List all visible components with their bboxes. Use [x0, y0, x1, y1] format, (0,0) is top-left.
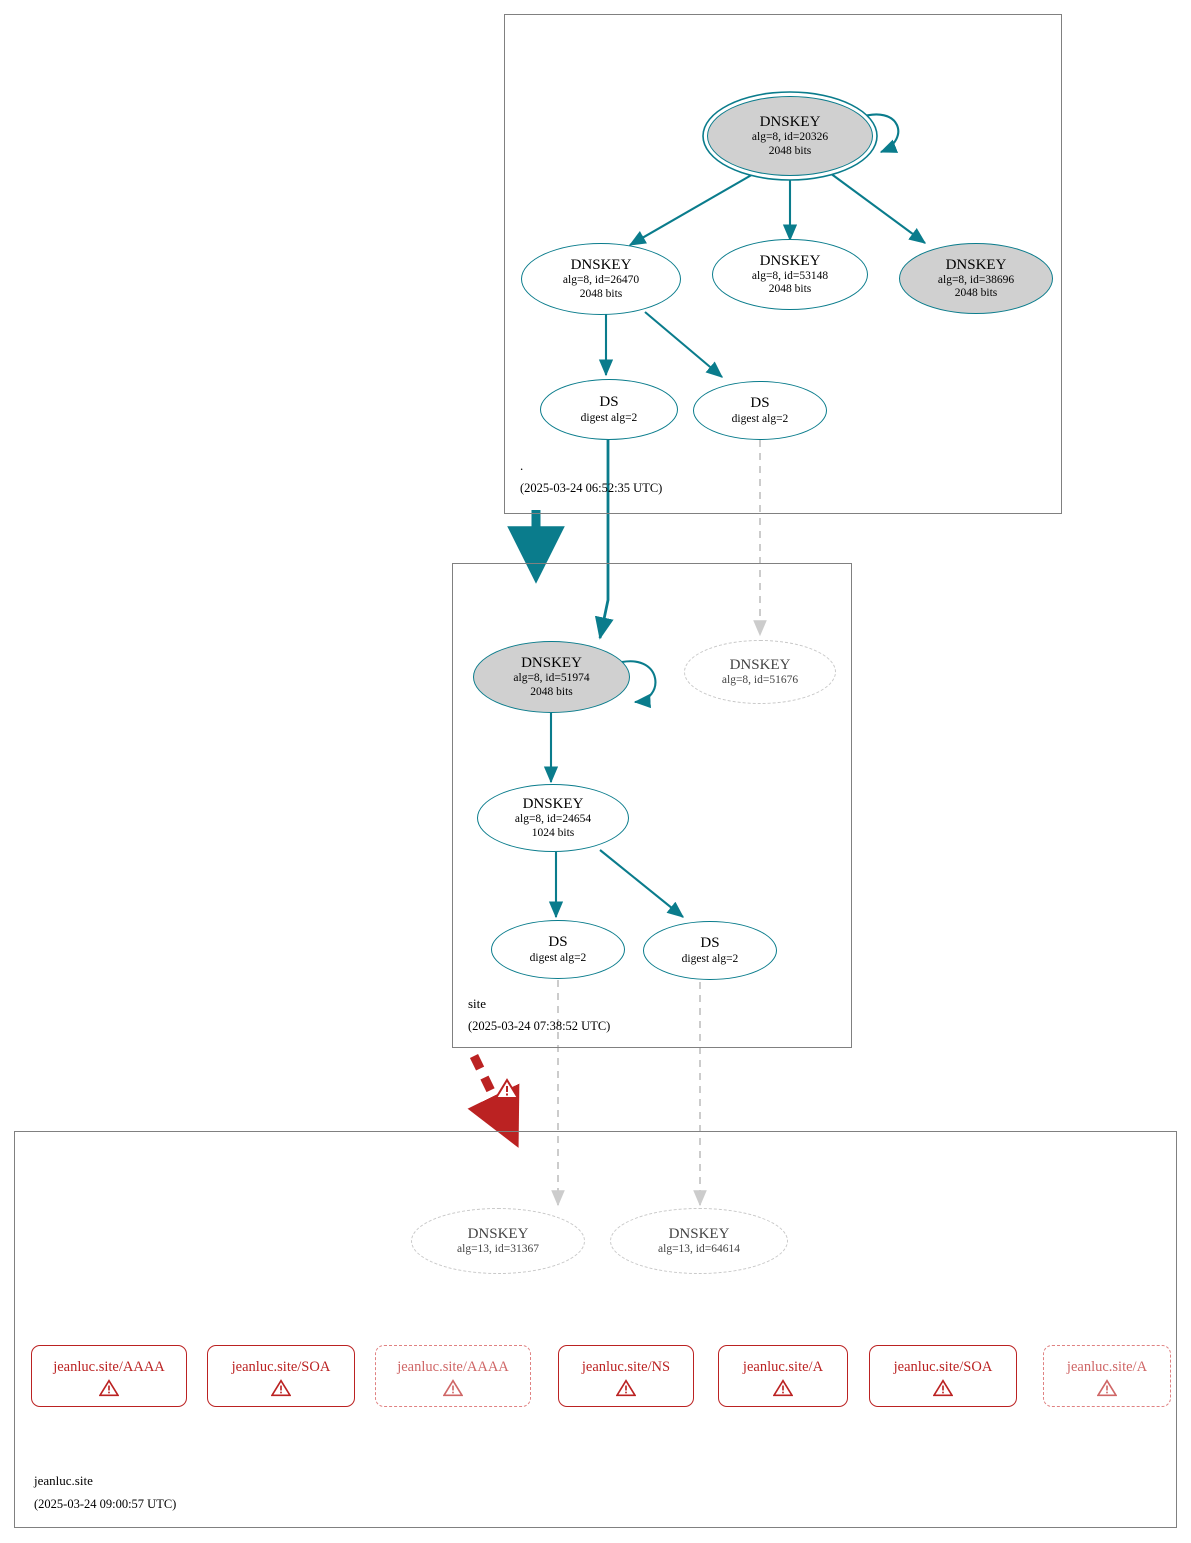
node-type-label: DNSKEY — [729, 656, 791, 673]
node-keysize-label: 2048 bits — [530, 685, 573, 698]
node-type-label: DNSKEY — [759, 114, 821, 131]
node-type-label: DS — [700, 935, 720, 952]
zone-timestamp-root: (2025-03-24 06:52:35 UTC) — [520, 481, 663, 495]
warning-triangle-icon — [495, 1078, 517, 1098]
node-dnskey-51676[interactable] — [684, 640, 836, 704]
node-alg-id-label: alg=8, id=51676 — [721, 674, 799, 687]
rrset-label: jeanluc.site/AAAA — [397, 1359, 509, 1375]
zone-label-root: . — [520, 458, 524, 473]
node-digest-label: digest alg=2 — [580, 411, 638, 424]
zone-timestamp-jeanluc: (2025-03-24 09:00:57 UTC) — [34, 1497, 177, 1511]
node-type-label: DNSKEY — [522, 796, 584, 813]
node-type-label: DNSKEY — [570, 257, 632, 274]
node-digest-label: digest alg=2 — [681, 952, 739, 965]
node-ds-root-2[interactable] — [693, 381, 827, 440]
rrset-label: jeanluc.site/A — [742, 1359, 824, 1375]
rrset-jeanluc-site-soa-2[interactable] — [869, 1345, 1017, 1407]
node-dnskey-53148[interactable] — [712, 239, 868, 310]
node-alg-id-label: alg=8, id=51974 — [513, 672, 590, 685]
node-type-label: DNSKEY — [759, 252, 821, 269]
node-keysize-label: 2048 bits — [579, 287, 623, 300]
zone-timestamp-site: (2025-03-24 07:38:52 UTC) — [468, 1019, 611, 1033]
node-alg-id-label: alg=8, id=20326 — [751, 131, 829, 144]
node-ds-site-1[interactable] — [491, 920, 625, 979]
rrset-jeanluc-site-ns[interactable] — [558, 1345, 694, 1407]
node-type-label: DNSKEY — [668, 1225, 730, 1242]
node-dnskey-38696[interactable] — [899, 243, 1053, 314]
rrset-jeanluc-site-a-2[interactable] — [1043, 1345, 1171, 1407]
node-digest-label: digest alg=2 — [731, 412, 789, 425]
zone-label-site: site — [468, 996, 487, 1011]
rrset-label: jeanluc.site/AAAA — [53, 1359, 165, 1375]
node-alg-id-label: alg=8, id=38696 — [937, 273, 1015, 286]
node-keysize-label: 2048 bits — [954, 287, 998, 300]
node-type-label: DS — [750, 395, 770, 412]
node-dnskey-64614[interactable] — [610, 1208, 788, 1274]
node-type-label: DNSKEY — [467, 1225, 529, 1242]
node-alg-id-label: alg=8, id=26470 — [562, 274, 640, 287]
warning-triangle-icon — [616, 1379, 636, 1397]
rrset-label: jeanluc.site/SOA — [893, 1359, 993, 1375]
rrset-label: jeanluc.site/NS — [581, 1359, 671, 1375]
rrset-jeanluc-site-a-1[interactable] — [718, 1345, 848, 1407]
node-type-label: DNSKEY — [521, 655, 582, 672]
zone-label-jeanluc: jeanluc.site — [34, 1473, 93, 1488]
node-alg-id-label: alg=13, id=64614 — [658, 1243, 740, 1256]
warning-triangle-icon — [443, 1379, 463, 1397]
node-ds-site-2[interactable] — [643, 921, 777, 980]
node-dnskey-51974[interactable] — [473, 641, 630, 713]
node-dnskey-26470[interactable] — [521, 243, 681, 315]
node-keysize-label: 1024 bits — [531, 826, 575, 839]
node-dnskey-31367[interactable] — [411, 1208, 585, 1274]
node-alg-id-label: alg=13, id=31367 — [457, 1243, 539, 1256]
rrset-jeanluc-site-soa-1[interactable] — [207, 1345, 355, 1407]
node-keysize-label: 2048 bits — [768, 283, 812, 296]
node-type-label: DNSKEY — [945, 256, 1007, 273]
rrset-jeanluc-site-aaaa-2[interactable] — [375, 1345, 531, 1407]
rrset-label: jeanluc.site/A — [1066, 1359, 1148, 1375]
node-ds-root-1[interactable] — [540, 379, 678, 440]
warning-triangle-icon — [271, 1379, 291, 1397]
rrset-label: jeanluc.site/SOA — [231, 1359, 331, 1375]
zone-box-jeanluc — [14, 1131, 1177, 1528]
node-type-label: DS — [548, 934, 568, 951]
node-dnskey-20326[interactable] — [707, 96, 873, 176]
rrset-jeanluc-site-aaaa-1[interactable] — [31, 1345, 187, 1407]
warning-triangle-icon — [99, 1379, 119, 1397]
node-alg-id-label: alg=8, id=53148 — [751, 269, 829, 282]
node-alg-id-label: alg=8, id=24654 — [514, 813, 592, 826]
node-digest-label: digest alg=2 — [529, 951, 587, 964]
node-dnskey-24654[interactable] — [477, 784, 629, 852]
node-keysize-label: 2048 bits — [768, 144, 812, 157]
warning-triangle-icon — [933, 1379, 953, 1397]
warning-triangle-icon — [1097, 1379, 1117, 1397]
warning-triangle-icon — [773, 1379, 793, 1397]
node-type-label: DS — [599, 394, 619, 411]
